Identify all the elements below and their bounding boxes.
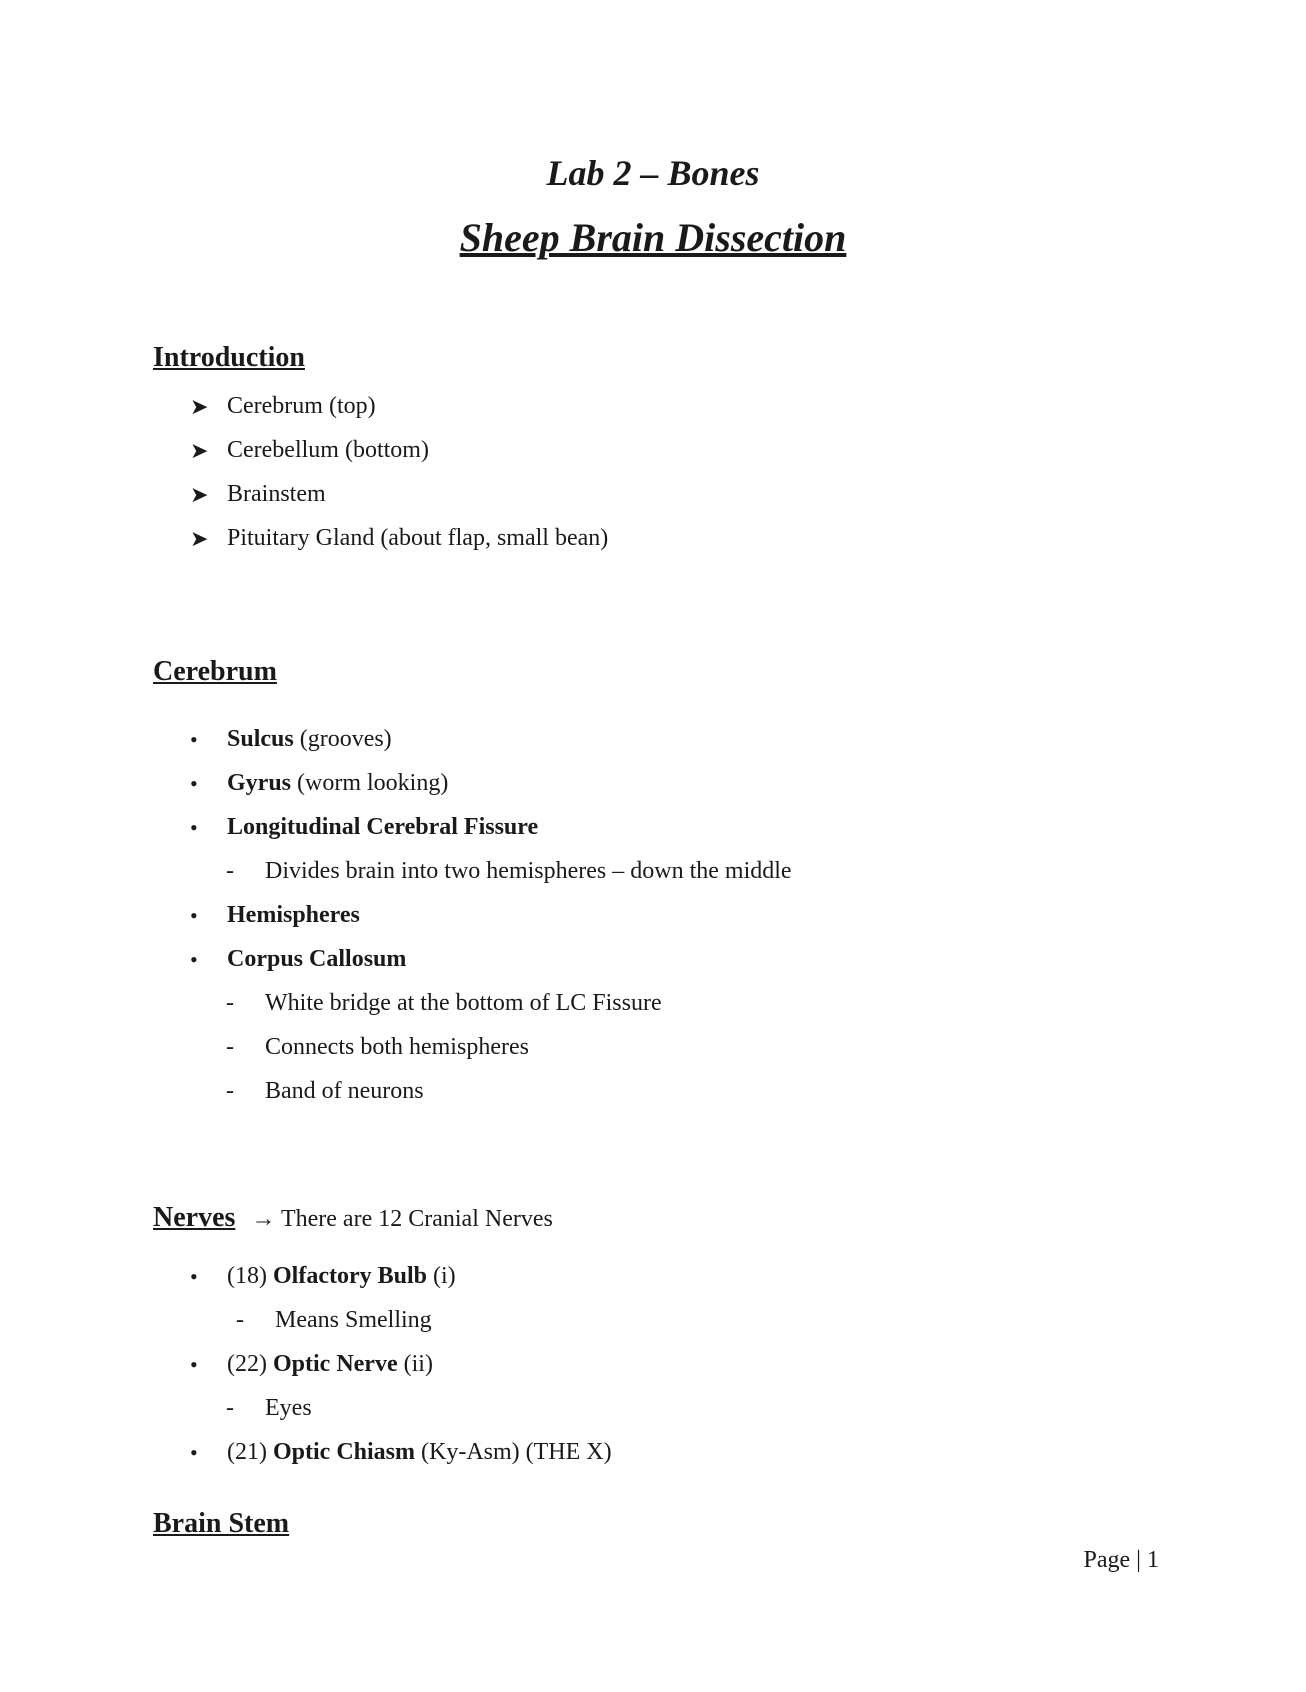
nerve-item [227,1439,612,1466]
dot-bullet-icon: • [190,947,198,972]
arrow-bullet-icon: ➤ [190,438,209,463]
dash-bullet-icon: - [226,858,234,884]
intro-item: Cerebrum (top) [227,393,376,419]
nerve-subitem: Means Smelling [275,1307,432,1333]
dash-bullet-icon: - [236,1307,244,1333]
cerebrum-subitem: Band of neurons [265,1078,424,1104]
cerebrum-subitem: White bridge at the bottom of LC Fissure [265,990,662,1016]
dash-bullet-icon: - [226,1078,234,1104]
cerebrum-item-term: Longitudinal Cerebral Fissure [227,814,539,840]
term: Gyrus [227,770,292,796]
document-subtitle: Sheep Brain Dissection [459,215,847,260]
dot-bullet-icon: • [190,815,198,840]
term-description: (worm looking) [291,770,449,796]
nerve-term: Optic Nerve [272,1351,398,1377]
dash-bullet-icon: - [226,990,234,1016]
section-heading-cerebrum: Cerebrum [153,656,277,687]
intro-item: Brainstem [227,481,326,507]
intro-item: Pituitary Gland (about flap, small bean) [227,525,609,551]
document-title: Lab 2 – Bones [546,153,760,193]
cerebrum-subitem: Divides brain into two hemispheres – down the middle [265,858,792,884]
nerve-numeral: (ii) [397,1351,433,1377]
nerve-numeral: (Ky-Asm) (THE X) [415,1439,612,1465]
dot-bullet-icon: • [190,1440,198,1465]
arrow-bullet-icon: ➤ [190,526,209,551]
arrow-bullet-icon: ➤ [190,482,209,507]
intro-item: Cerebellum (bottom) [227,437,429,463]
nerve-number: (22) [227,1351,273,1377]
section-heading-nerves: Nerves [153,1202,236,1233]
section-heading-brain-stem: Brain Stem [153,1508,290,1539]
term: Sulcus [227,726,294,752]
dot-bullet-icon: • [190,727,198,752]
nerve-number: (21) [227,1439,273,1465]
dot-bullet-icon: • [190,1264,198,1289]
cerebrum-item [227,726,392,753]
page-number: Page | 1 [1083,1547,1159,1573]
nerve-term: Optic Chiasm [272,1439,415,1465]
nerve-term: Olfactory Bulb [272,1263,427,1289]
nerve-item [227,1263,456,1290]
dot-bullet-icon: • [190,903,198,928]
nerve-subitem: Eyes [265,1395,312,1421]
dash-bullet-icon: - [226,1395,234,1421]
dot-bullet-icon: • [190,771,198,796]
term-description: (grooves) [293,726,392,752]
dot-bullet-icon: • [190,1352,198,1377]
cerebrum-item-term: Hemispheres [227,902,360,928]
section-heading-introduction: Introduction [153,342,305,373]
cerebrum-item-term: Corpus Callosum [227,946,407,972]
nerves-note: → There are 12 Cranial Nerves [251,1206,553,1232]
cerebrum-subitem: Connects both hemispheres [265,1034,529,1060]
cerebrum-item [227,770,448,797]
arrow-bullet-icon: ➤ [190,394,209,419]
nerves-heading-row [153,1202,553,1234]
nerve-item [227,1351,433,1378]
dash-bullet-icon: - [226,1034,234,1060]
nerve-number: (18) [227,1263,273,1289]
nerve-numeral: (i) [426,1263,456,1289]
